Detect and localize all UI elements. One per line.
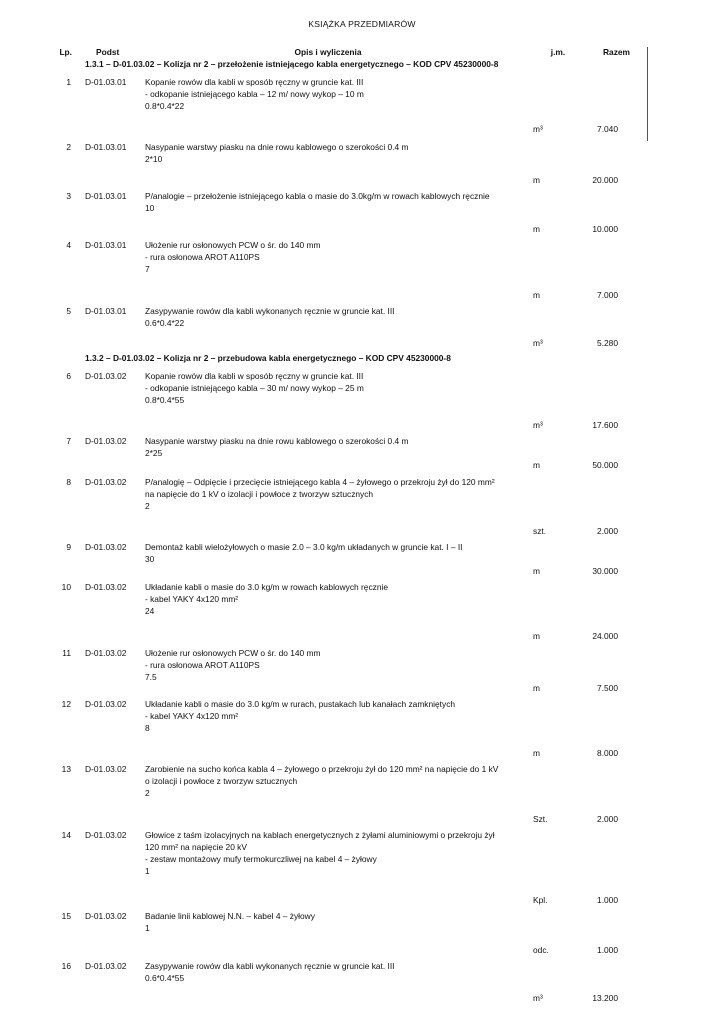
description-line: 8: [145, 723, 150, 733]
item-description: [145, 581, 523, 617]
item-description: [145, 190, 523, 214]
description-line: 10: [145, 203, 155, 213]
item-unit: Kpl.: [533, 895, 548, 905]
description-line: 7: [145, 264, 150, 274]
description-line: Głowice z taśm izolacyjnych na kablach energetycznych z żyłami aluminiowymi o przekroju żył: [145, 830, 495, 840]
item-podst: D-01.03.02: [85, 648, 127, 658]
item-lp: 13: [61, 764, 71, 774]
item-podst: D-01.03.02: [85, 830, 127, 840]
item-podst: D-01.03.02: [85, 764, 127, 774]
item-podst: D-01.03.01: [85, 240, 127, 250]
item-unit: m: [533, 460, 540, 470]
description-line: P/analogię – Odpięcie i przecięcie istniejącego kabla 4 – żyłowego o przekroju żył do 120 mm²: [145, 477, 495, 487]
description-line: 1: [145, 866, 150, 876]
item-podst: D-01.03.01: [85, 77, 127, 87]
item-quantity: 50.000: [592, 460, 618, 470]
item-quantity: 13.200: [592, 993, 618, 1003]
header-podst: Podst: [96, 47, 120, 57]
item-podst: D-01.03.02: [85, 582, 127, 592]
description-line: Nasypanie warstwy piasku na dnie rowu kablowego o szerokości 0.4 m: [145, 142, 409, 152]
description-line: 0.8*0.4*55: [145, 395, 185, 405]
item-lp: 2: [66, 142, 71, 152]
column-divider: [647, 47, 648, 141]
description-line: Badanie linii kablowej N.N. – kabel 4 – żyłowy: [145, 911, 315, 921]
item-podst: D-01.03.02: [85, 436, 127, 446]
description-line: 0.6*0.4*55: [145, 973, 185, 983]
item-description: [145, 829, 523, 877]
item-quantity: 30.000: [592, 566, 618, 576]
item-unit: m: [533, 224, 540, 234]
item-description: [145, 435, 523, 459]
item-unit: m³: [533, 420, 543, 430]
description-line: 2*10: [145, 154, 163, 164]
description-line: - odkopanie istniejącego kabla – 30 m/ nowy wykop – 25 m: [145, 383, 364, 393]
item-unit: m³: [533, 993, 543, 1003]
description-line: 1: [145, 923, 150, 933]
item-description: [145, 960, 523, 984]
item-unit: m: [533, 290, 540, 300]
item-lp: 16: [61, 961, 71, 971]
description-line: Kopanie rowów dla kabli w sposób ręczny w gruncie kat. III: [145, 371, 364, 381]
item-lp: 8: [66, 477, 71, 487]
description-line: 0.8*0.4*22: [145, 101, 185, 111]
description-line: 7.5: [145, 672, 157, 682]
description-line: Układanie kabli o masie do 3.0 kg/m w rowach kablowych ręcznie: [145, 582, 388, 592]
description-line: 30: [145, 554, 155, 564]
item-unit: m: [533, 683, 540, 693]
header-lp: Lp.: [59, 47, 72, 57]
item-unit: odc.: [533, 945, 549, 955]
section-title: 1.3.1 – D-01.03.02 – Kolizja nr 2 – przełożenie istniejącego kabla energetycznego – KOD CPV 45230000-8: [85, 59, 499, 69]
header-opis: Opis i wyliczenia: [294, 47, 362, 57]
description-line: 120 mm² na napięcie 20 kV: [145, 842, 247, 852]
description-line: o izolacji i powłoce z tworzyw sztucznych: [145, 776, 298, 786]
item-lp: 12: [61, 699, 71, 709]
description-line: Ułożenie rur osłonowych PCW o śr. do 140 mm: [145, 240, 321, 250]
item-description: [145, 141, 523, 165]
item-lp: 14: [61, 830, 71, 840]
item-lp: 9: [66, 542, 71, 552]
item-quantity: 8.000: [597, 748, 618, 758]
item-unit: m³: [533, 124, 543, 134]
item-lp: 15: [61, 911, 71, 921]
item-podst: D-01.03.01: [85, 142, 127, 152]
item-quantity: 2.000: [597, 526, 618, 536]
item-quantity: 5.280: [597, 338, 618, 348]
item-description: [145, 763, 523, 799]
item-podst: D-01.03.02: [85, 911, 127, 921]
item-description: [145, 239, 523, 275]
description-line: - odkopanie istniejącego kabla – 12 m/ nowy wykop – 10 m: [145, 89, 364, 99]
description-line: 2*25: [145, 448, 163, 458]
item-unit: m: [533, 631, 540, 641]
item-quantity: 2.000: [597, 814, 618, 824]
description-line: - kabel YAKY 4x120 mm²: [145, 594, 239, 604]
item-description: [145, 76, 523, 112]
header-razem: Razem: [603, 47, 630, 57]
description-line: Zasypywanie rowów dla kabli wykonanych ręcznie w gruncie kat. III: [145, 961, 395, 971]
item-lp: 11: [62, 648, 71, 658]
description-line: Zarobienie na sucho końca kabla 4 – żyłowego o przekroju żył do 120 mm² na napięcie do 1 kV: [145, 764, 499, 774]
item-podst: D-01.03.02: [85, 542, 127, 552]
item-description: [145, 305, 523, 329]
item-lp: 1: [66, 77, 71, 87]
item-quantity: 24.000: [592, 631, 618, 641]
item-lp: 3: [66, 191, 71, 201]
item-description: [145, 370, 523, 406]
item-unit: szt.: [533, 526, 547, 536]
item-podst: D-01.03.02: [85, 477, 127, 487]
description-line: Układanie kabli o masie do 3.0 kg/m w rurach, pustakach lub kanałach zamkniętych: [145, 699, 456, 709]
description-line: Ułożenie rur osłonowych PCW o śr. do 140 mm: [145, 648, 321, 658]
item-unit: m: [533, 748, 540, 758]
description-line: Demontaż kabli wielożyłowych o masie 2.0 – 3.0 kg/m układanych w gruncie kat. I – II: [145, 542, 463, 552]
item-unit: m³: [533, 338, 543, 348]
item-podst: D-01.03.02: [85, 371, 127, 381]
description-line: 0.6*0.4*22: [145, 318, 185, 328]
item-podst: D-01.03.02: [85, 961, 127, 971]
item-description: [145, 476, 523, 512]
item-quantity: 7.000: [597, 290, 618, 300]
item-description: [145, 910, 523, 934]
description-line: 24: [145, 606, 155, 616]
item-podst: D-01.03.02: [85, 699, 127, 709]
description-line: 2: [145, 788, 150, 798]
item-quantity: 20.000: [592, 175, 618, 185]
item-description: [145, 698, 523, 734]
item-lp: 7: [66, 436, 71, 446]
item-lp: 4: [66, 240, 71, 250]
document-title: KSIĄŻKA PRZEDMIARÓW: [308, 19, 416, 29]
item-description: [145, 541, 523, 565]
description-line: P/analogie – przełożenie istniejącego kabla o masie do 3.0kg/m w rowach kablowych ręcznie: [145, 191, 490, 201]
item-quantity: 7.040: [597, 124, 618, 134]
header-jm: j.m.: [550, 47, 566, 57]
item-quantity: 7.500: [597, 683, 618, 693]
item-quantity: 1.000: [597, 895, 618, 905]
description-line: 2: [145, 501, 150, 511]
description-line: - zestaw montażowy mufy termokurczliwej na kabel 4 – żyłowy: [145, 854, 377, 864]
item-unit: m: [533, 175, 540, 185]
description-line: - kabel YAKY 4x120 mm²: [145, 711, 239, 721]
item-lp: 5: [66, 306, 71, 316]
item-description: [145, 647, 523, 683]
item-quantity: 17.600: [592, 420, 618, 430]
item-unit: m: [533, 566, 540, 576]
description-line: - rura osłonowa AROT A110PS: [145, 660, 260, 670]
item-quantity: 10.000: [592, 224, 618, 234]
item-unit: Szt.: [533, 814, 548, 824]
description-line: Nasypanie warstwy piasku na dnie rowu kablowego o szerokości 0.4 m: [145, 436, 409, 446]
section-title: 1.3.2 – D-01.03.02 – Kolizja nr 2 – przebudowa kabla energetycznego – KOD CPV 45230000-8: [85, 353, 451, 363]
item-lp: 10: [61, 582, 71, 592]
item-quantity: 1.000: [597, 945, 618, 955]
description-line: Kopanie rowów dla kabli w sposób ręczny w gruncie kat. III: [145, 77, 364, 87]
description-line: Zasypywanie rowów dla kabli wykonanych ręcznie w gruncie kat. III: [145, 306, 395, 316]
item-podst: D-01.03.01: [85, 306, 127, 316]
description-line: - rura osłonowa AROT A110PS: [145, 252, 260, 262]
item-podst: D-01.03.01: [85, 191, 127, 201]
description-line: na napięcie do 1 kV o izolacji i powłoce z tworzyw sztucznych: [145, 489, 374, 499]
item-lp: 6: [66, 371, 71, 381]
